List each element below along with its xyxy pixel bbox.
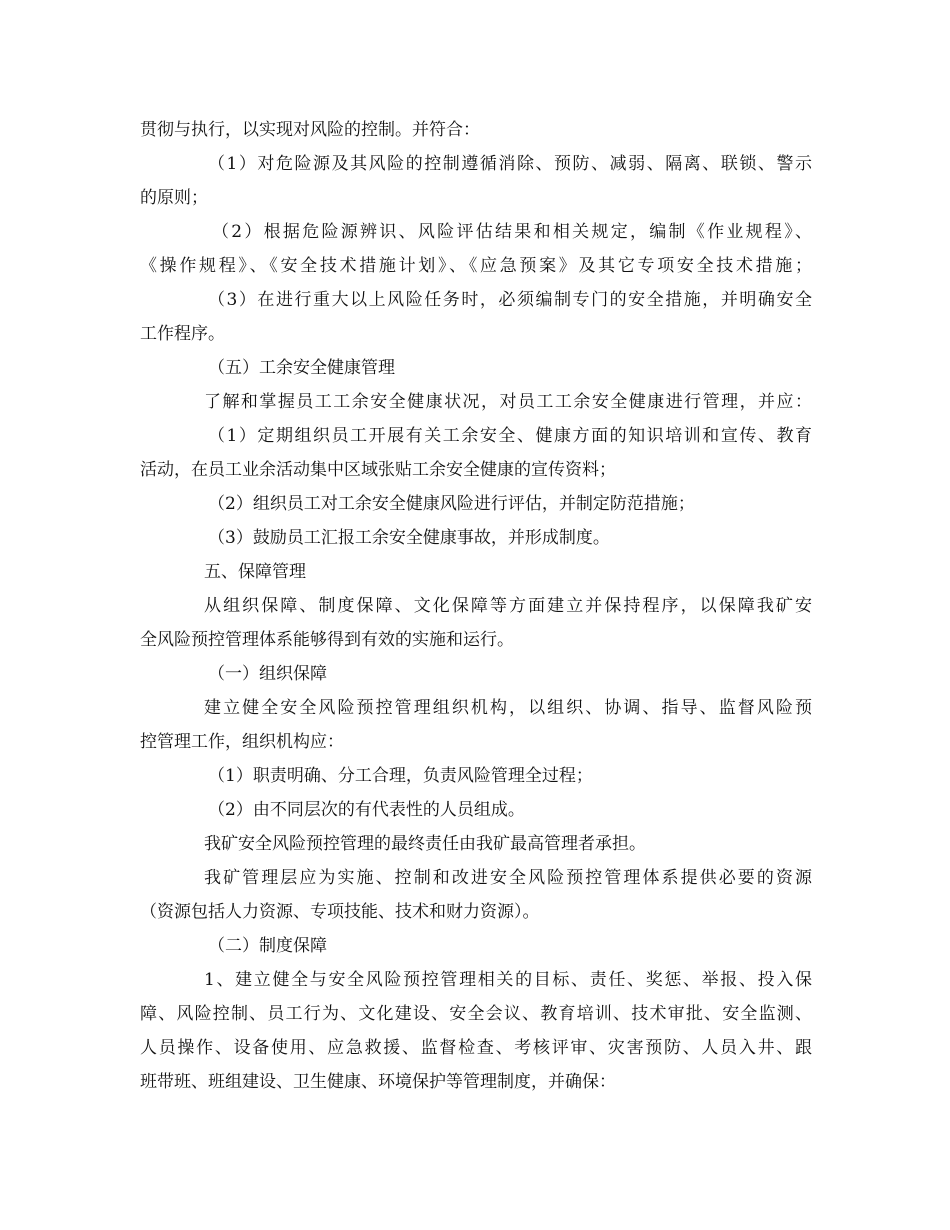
text-line: 我矿管理层应为实施、控制和改进安全风险预控管理体系提供必要的资源 [204,868,812,888]
text-line: 《操作规程》、《安全技术措施计划》、《应急预案》及其它专项安全技术措施； [140,256,812,276]
text-line: 的原则； [140,188,208,208]
text-line: 控管理工作，组织机构应： [140,732,344,752]
text-line: （2）由不同层次的有代表性的人员组成。 [208,800,525,820]
text-line: 五、保障管理 [204,562,306,582]
text-line: 障、风险控制、员工行为、文化建设、安全会议、教育培训、技术审批、安全监测、 [140,1004,812,1024]
text-line: （二）制度保障 [208,936,327,956]
text-line: （1）对危险源及其风险的控制遵循消除、预防、减弱、隔离、联锁、警示 [208,154,812,174]
text-line: 班带班、班组建设、卫生健康、环境保护等管理制度，并确保： [140,1072,616,1092]
text-line: （2）根据危险源辨识、风险评估结果和相关规定，编制《作业规程》、 [212,222,812,242]
text-line: （1）定期组织员工开展有关工余安全、健康方面的知识培训和宣传、教育 [208,426,812,446]
text-line: （五）工余安全健康管理 [208,358,395,378]
text-line: 1、建立健全与安全风险预控管理相关的目标、责任、奖惩、举报、投入保 [204,970,812,990]
text-line: （一）组织保障 [208,664,327,684]
text-line: （资源包括人力资源、专项技能、技术和财力资源）。 [140,902,540,922]
text-line: 了解和掌握员工工余安全健康状况，对员工工余安全健康进行管理，并应： [204,392,812,412]
text-line: （2）组织员工对工余安全健康风险进行评估，并制定防范措施； [208,494,695,514]
text-line: （1）职责明确、分工合理，负责风险管理全过程； [208,766,593,786]
text-line: 工作程序。 [140,324,225,344]
text-line: 活动，在员工业余活动集中区域张贴工余安全健康的宣传资料； [140,460,616,480]
text-line: （3）在进行重大以上风险任务时，必须编制专门的安全措施，并明确安全 [208,290,812,310]
text-line: 我矿安全风险预控管理的最终责任由我矿最高管理者承担。 [204,834,646,854]
text-line: 全风险预控管理体系能够得到有效的实施和运行。 [140,630,514,650]
document-page [140,113,812,1099]
text-line: 贯彻与执行，以实现对风险的控制。并符合： [140,120,480,140]
text-line: 人员操作、设备使用、应急救援、监督检查、考核评审、灾害预防、人员入井、跟 [140,1038,812,1058]
text-line: 建立健全安全风险预控管理组织机构，以组织、协调、指导、监督风险预 [204,698,812,718]
text-line: （3）鼓励员工汇报工余安全健康事故，并形成制度。 [208,528,610,548]
text-line: 从组织保障、制度保障、文化保障等方面建立并保持程序，以保障我矿安 [204,596,812,616]
